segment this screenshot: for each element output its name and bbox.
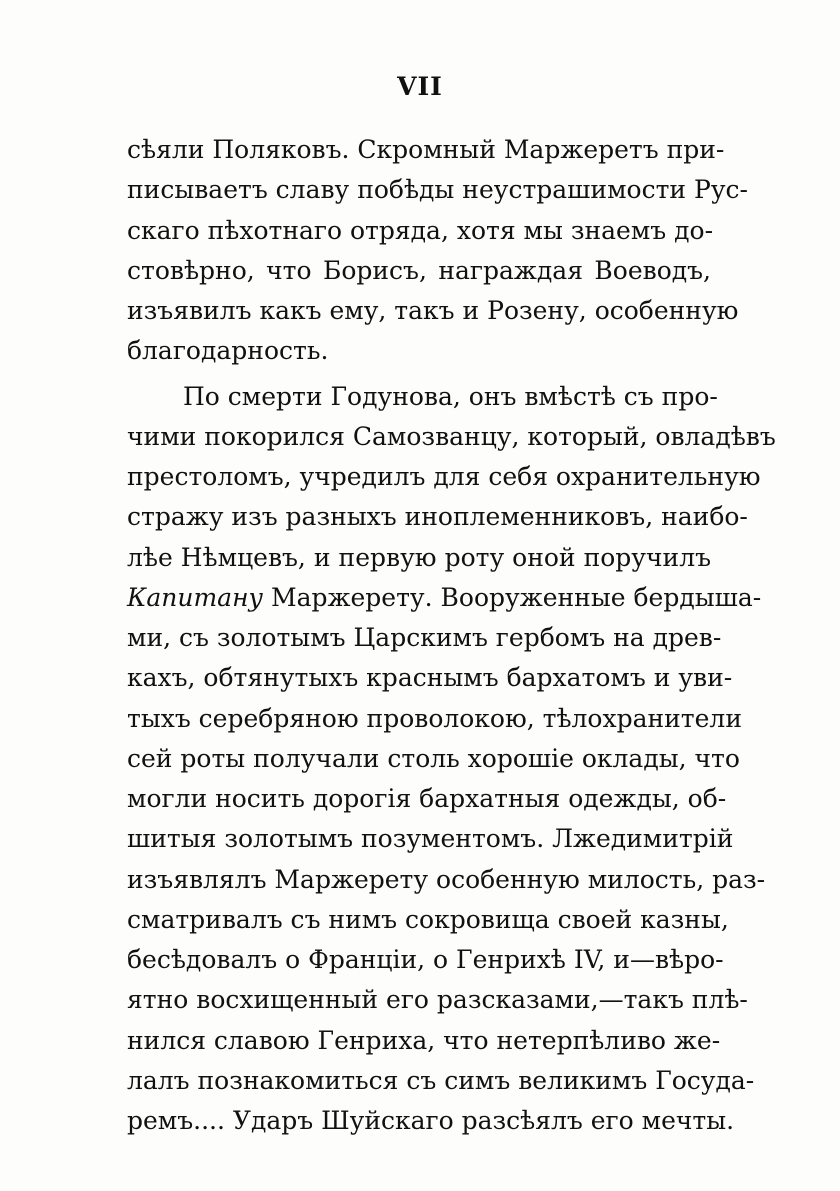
text-line: изъявилъ какъ ему, такъ и Розену, особенную — [127, 296, 739, 325]
text-line: лѣе Нѣмцевъ, и первую роту оной поручилъ — [127, 542, 711, 572]
text-line: писываетъ славу побѣды неустрашимости Рус- — [127, 175, 749, 205]
body-text — [127, 130, 776, 1141]
text-line: ремъ.... Ударъ Шуйскаго разсѣялъ его мечты. — [127, 1106, 735, 1135]
text-line: чими покорился Самозванцу, который, овладѣвъ — [127, 421, 776, 451]
text-line-mixed — [127, 578, 762, 618]
text-line: По смерти Годунова, онъ вмѣстѣ съ про- — [183, 381, 718, 411]
text-line: нился славою Генриха, что нетерпѣливо же- — [127, 1025, 721, 1055]
text-line: кахъ, обтянутыхъ краснымъ бархатомъ и уви- — [127, 663, 733, 693]
text-line: шитыя золотымъ позументомъ. Лжедимитрій — [127, 824, 734, 854]
text-span: Маржерету. Вооруженные бердышa- — [263, 582, 762, 612]
text-line: лалъ познакомиться съ симъ великимъ Госуда- — [127, 1065, 755, 1095]
text-line: сѣяли Поляковъ. Скромный Маржеретъ при- — [127, 135, 725, 164]
text-line: сматривалъ съ нимъ сокровища своей казны, — [127, 904, 729, 934]
text-line: ми, съ золотымъ Царскимъ гербомъ на древ- — [127, 623, 722, 652]
text-line: стражу изъ разныхъ иноплеменниковъ, наибо- — [127, 502, 748, 532]
paragraph-2 — [127, 377, 776, 1142]
italic-word: Капитану — [127, 582, 264, 612]
text-line: сей роты получали столь хорошіе оклады, что — [127, 743, 740, 773]
text-line: изъявлялъ Маржерету особенную милость, раз- — [127, 864, 766, 894]
text-line: ятно восхищенный его разсказами,—такъ плѣ- — [127, 985, 748, 1015]
text-line: стовѣрно, что Борисъ, награждая Воеводъ, — [127, 255, 711, 285]
text-line: могли носить дорогія бархатныя одежды, об- — [127, 784, 727, 813]
text-line: бесѣдовалъ о Франціи, о Генрихѣ IV, и—вѣро- — [127, 945, 724, 974]
paragraph-1 — [127, 130, 749, 372]
text-line: тыхъ серебряною проволокою, тѣлохранители — [127, 703, 742, 733]
text-line: престоломъ, учредилъ для себя охранительную — [127, 462, 761, 491]
page-number: VII — [397, 72, 443, 101]
text-line: скаго пѣхотнаго отряда, хотя мы знаемъ до- — [127, 215, 714, 245]
text-line: благодарность. — [127, 336, 329, 366]
